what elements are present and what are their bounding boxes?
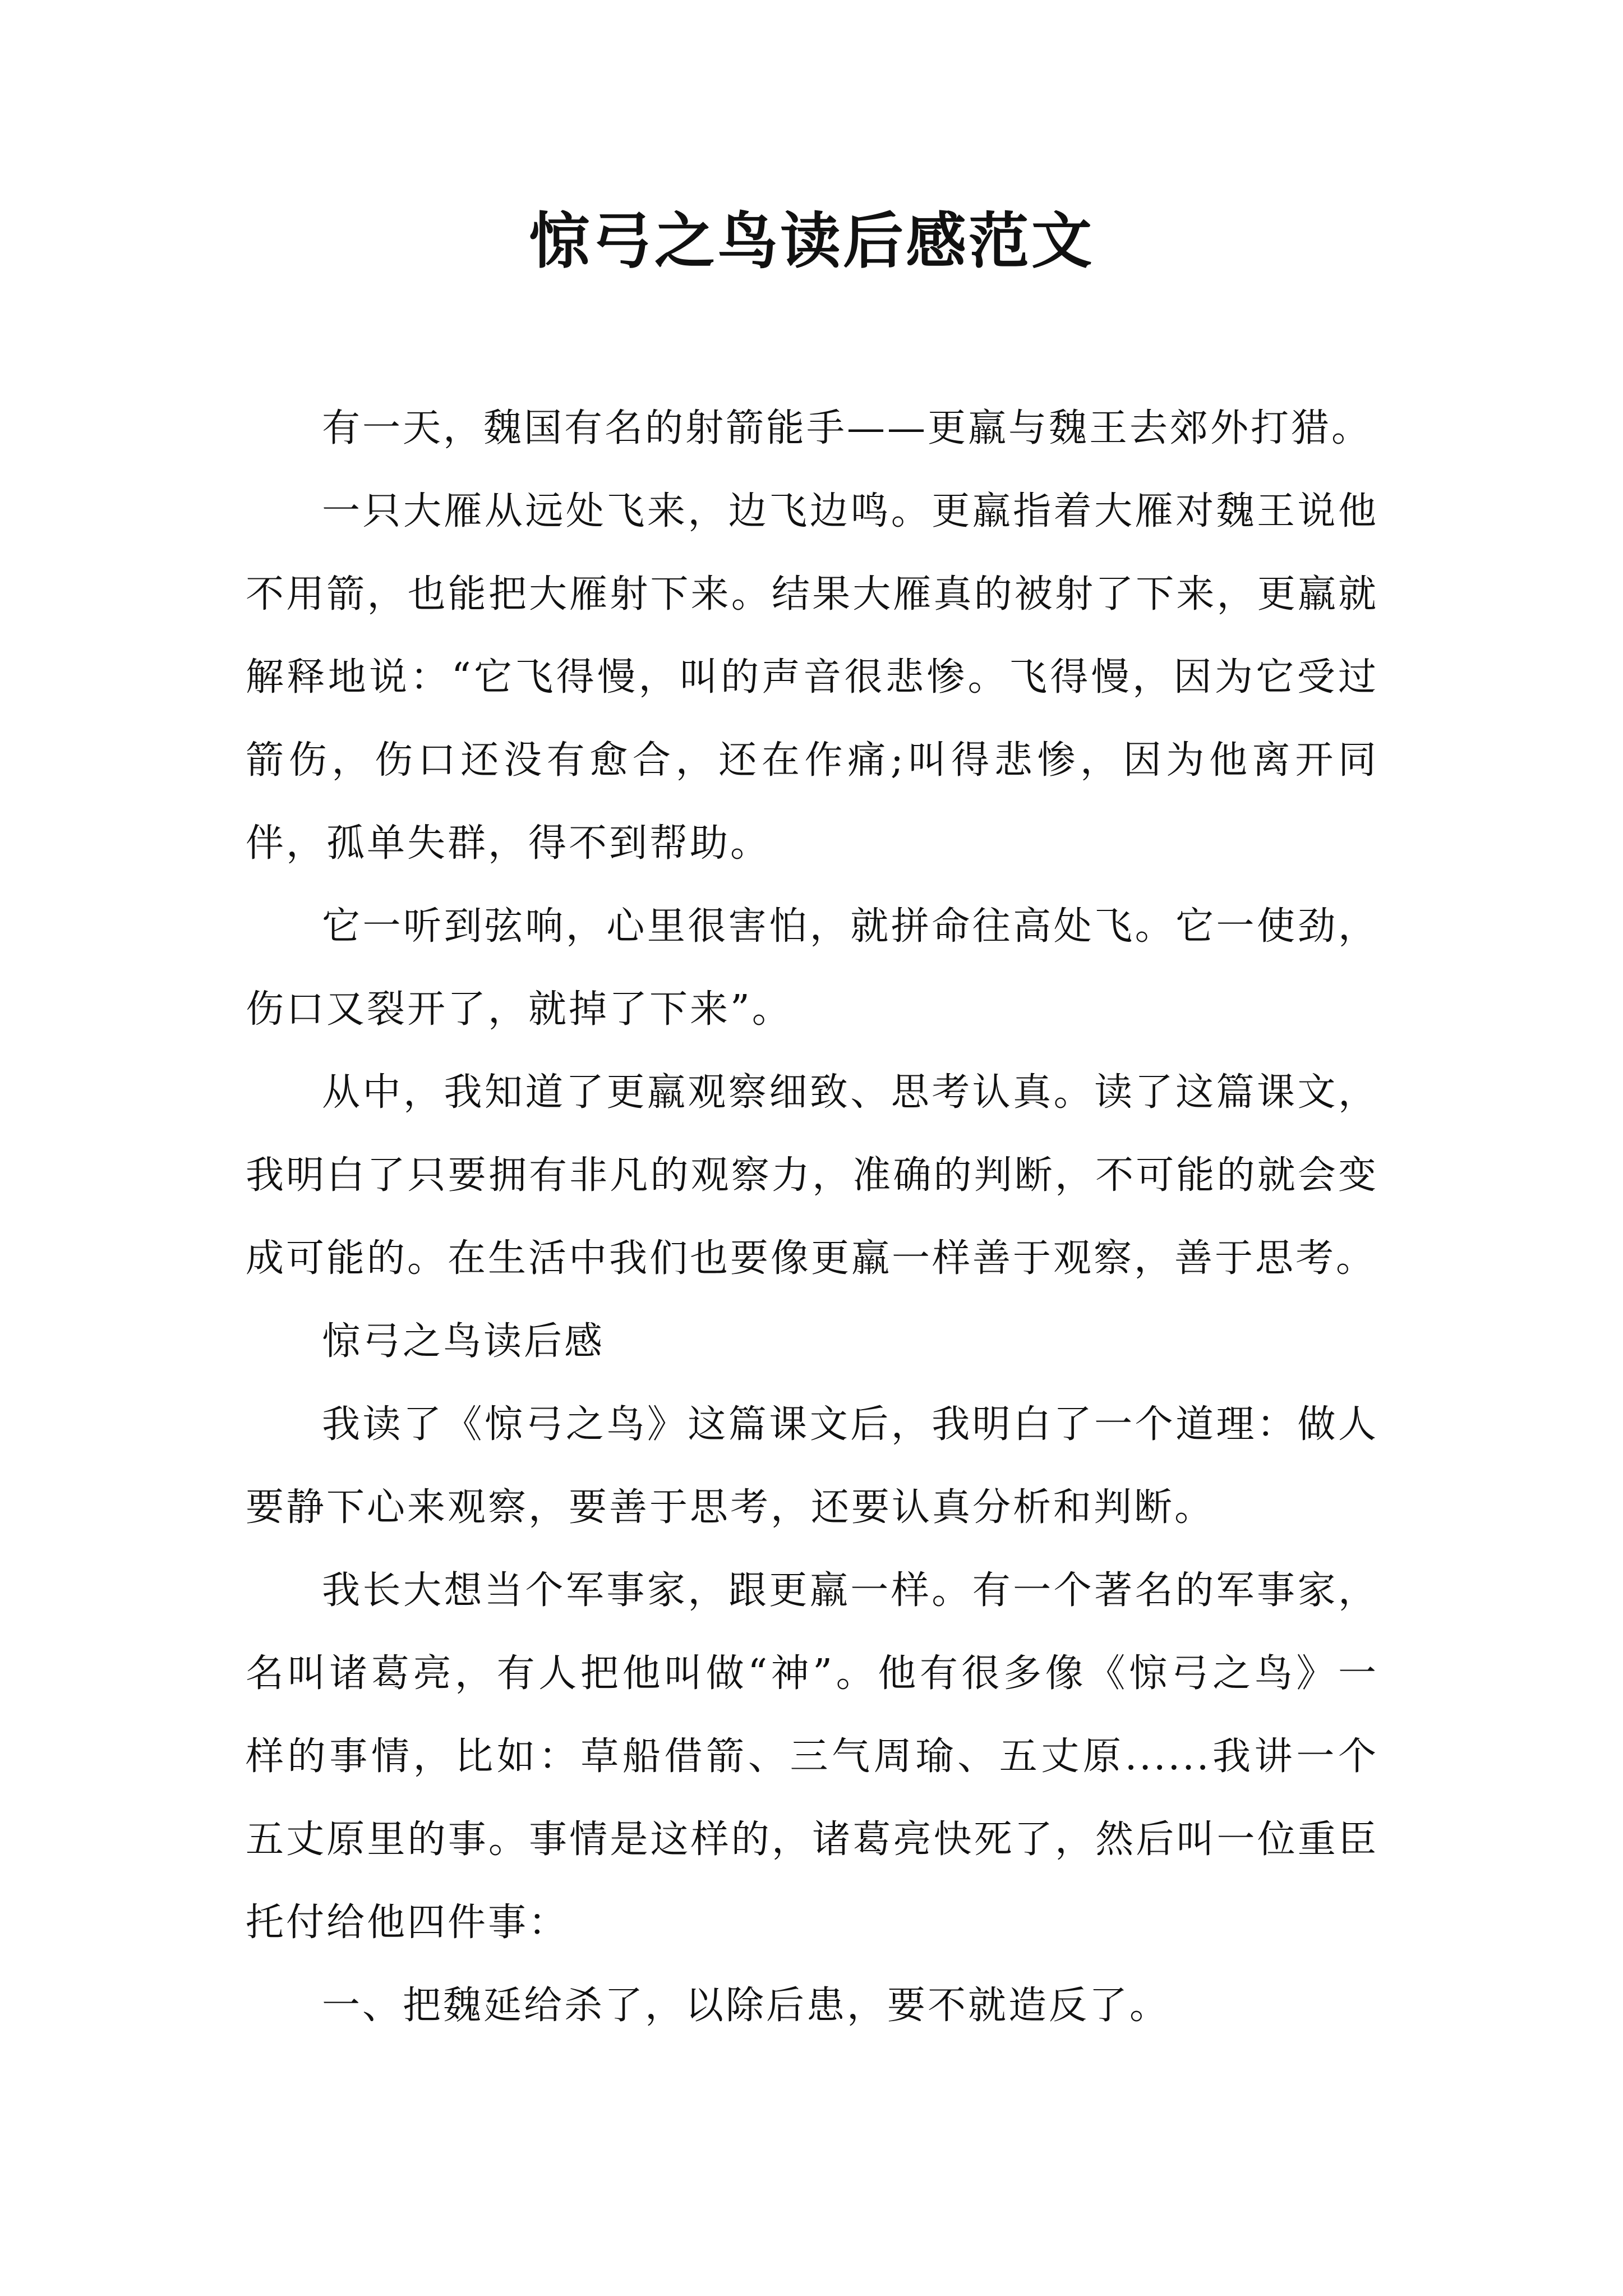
paragraph: 它一听到弦响，心里很害怕，就拼命往高处飞。它一使劲，伤口又裂开了，就掉了下来”。 — [246, 904, 1378, 1032]
section-heading: 惊弓之鸟读后感 — [322, 1319, 605, 1364]
paragraph: 一只大雁从远处飞来，边飞边鸣。更羸指着大雁对魏王说他不用箭，也能把大雁射下来。结果大雁真的被射了下来，更羸就解释地说：“它飞得慢，叫的声音很悲惨。飞得慢，因为它受过箭伤，伤口还没有愈合，还在作痛;叫得悲惨，因为他离开同伴，孤单失群，得不到帮助。 — [246, 489, 1378, 866]
document-title: 惊弓之鸟读后感范文 — [528, 206, 1094, 277]
paragraph: 我长大想当个军事家，跟更羸一样。有一个著名的军事家，名叫诸葛亮，有人把他叫做“神”。他有很多像《惊弓之鸟》一样的事情，比如：草船借箭、三气周瑜、五丈原......我讲一个五丈原里的事。事情是这样的，诸葛亮快死了，然后叫一位重臣托付给他四件事： — [246, 1568, 1378, 1945]
paragraph: 我读了《惊弓之鸟》这篇课文后，我明白了一个道理：做人要静下心来观察，要善于思考，还要认真分析和判断。 — [246, 1402, 1378, 1530]
paragraph: 一、把魏延给杀了，以除后患，要不就造反了。 — [322, 1984, 1170, 2028]
paragraph: 从中，我知道了更羸观察细致、思考认真。读了这篇课文，我明白了只要拥有非凡的观察力，准确的判断，不可能的就会变成可能的。在生活中我们也要像更羸一样善于观察，善于思考。 — [246, 1070, 1378, 1281]
document-body — [246, 387, 1378, 2047]
paragraph: 有一天，魏国有名的射箭能手——更羸与魏王去郊外打猎。 — [322, 406, 1372, 450]
